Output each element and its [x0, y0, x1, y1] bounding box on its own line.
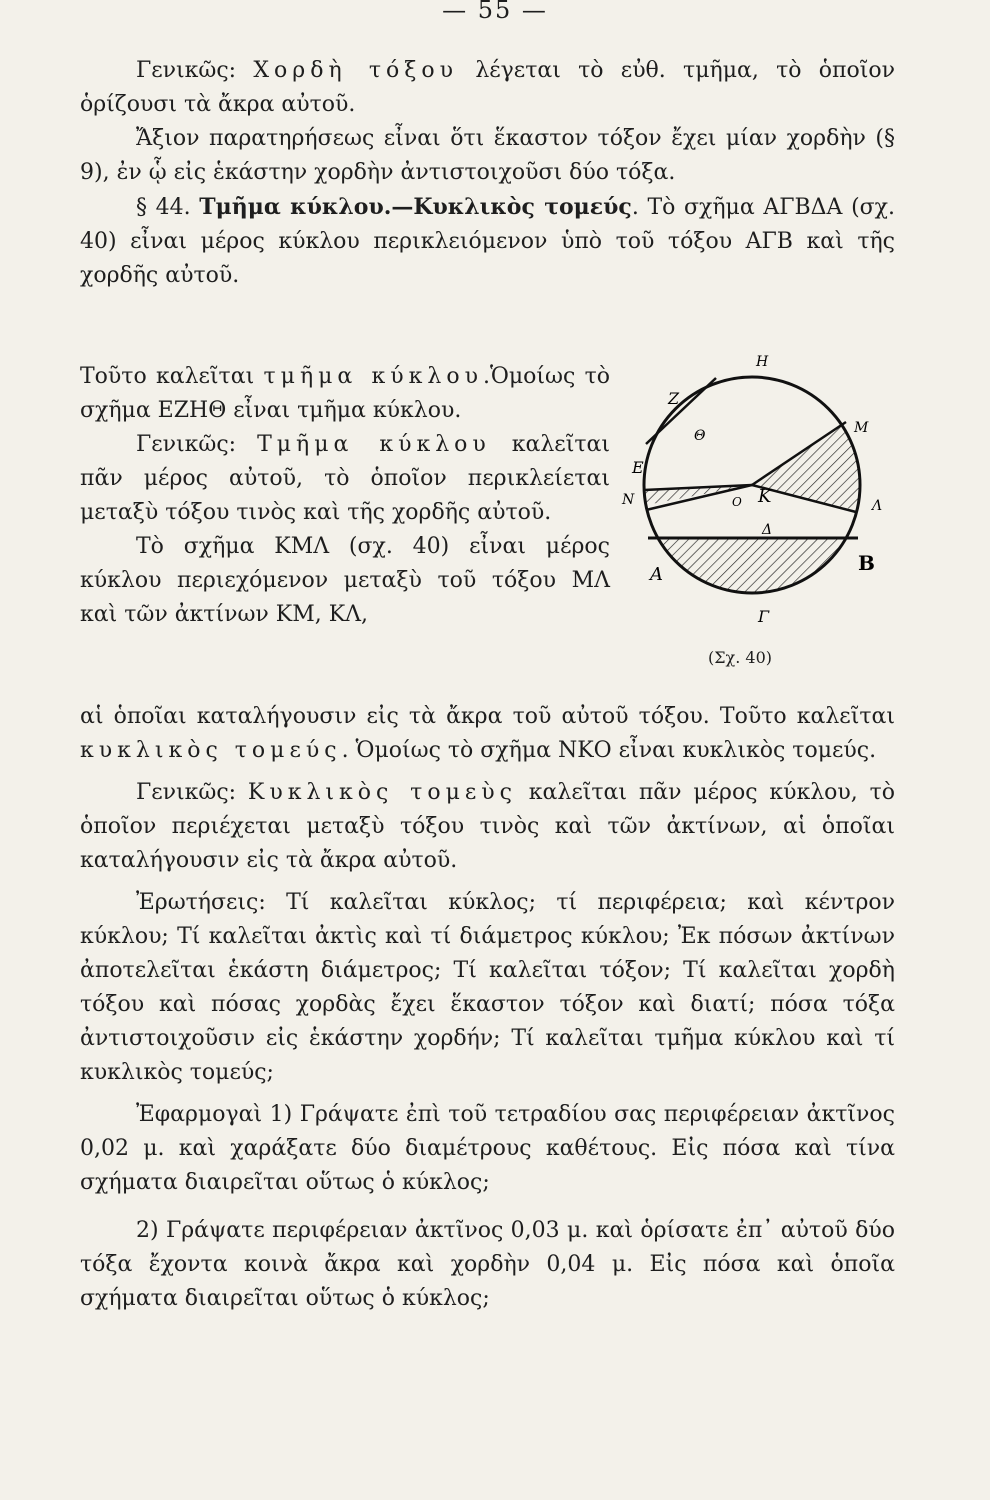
paragraph-sector-continued	[80, 700, 895, 768]
lead-word: Γενικῶς:	[136, 780, 237, 805]
section-text: . Τὸ σχῆμα ΑΓΒΔΑ (σχ. 40) εἶναι μέρος κύκλου περικλειόμενον ὑπὸ τοῦ τόξου ΑΓΒ καὶ τῆς χορδῆς αὐτοῦ.	[80, 195, 896, 288]
paragraph-segment-definition	[80, 428, 610, 530]
text: Τοῦτο καλεῖται	[80, 364, 255, 389]
label-Z: Ζ	[668, 389, 680, 408]
page-number: — 55 —	[442, 0, 548, 24]
text: καλεῖται πᾶν μέρος κύκλου, τὸ ὁποῖον περιέχεται μεταξὺ τόξου τινὸς καὶ τῶν ἀκτίνων, αἱ ὁποῖαι καταλήγουσιν εἰς τὰ ἄκρα αὐτοῦ.	[80, 780, 895, 873]
label-M: Μ	[854, 420, 869, 436]
label-E: Ε	[632, 458, 644, 477]
segment-EZHT	[630, 370, 700, 440]
label-B: Β	[858, 551, 875, 575]
term-segment: τμῆμα κύκλου	[263, 364, 483, 389]
text-beside-figure	[80, 360, 610, 632]
text: .Ὁμοίως τὸ σχῆμα ΕΖΗΘ εἶναι τμῆμα κύκλου.	[80, 364, 610, 423]
paragraph-chord-definition	[80, 54, 895, 122]
paragraph-note: Ἄξιον παρατηρήσεως εἶναι ὅτι ἕκαστον τόξον ἔχει μίαν χορδὴν (§ 9), ἐν ᾧ εἰς ἑκάστην χορδὴν ἀντιστοιχοῦσι δύο τόξα.	[80, 126, 895, 185]
term-sector: Κυκλικὸς τομεὺς	[247, 780, 517, 805]
label-H: Η	[756, 354, 769, 370]
label-Theta: Θ	[694, 428, 706, 444]
text-bottom	[80, 700, 895, 1316]
section-heading: Τμῆμα κύκλου.—Κυκλικὸς τομεύς	[199, 194, 632, 220]
term-segment: Τμῆμα κύκλου	[257, 432, 491, 457]
lead-word: Γενικῶς:	[136, 432, 237, 457]
label-D: Δ	[762, 522, 773, 538]
term-sector: κυκλικὸς τομεύς	[80, 738, 342, 763]
paragraph-sector-example: Τὸ σχῆμα ΚΜΛ (σχ. 40) εἶναι μέρος κύκλου περιεχόμενον μεταξὺ τοῦ τόξου ΜΛ καὶ τῶν ἀκτίνων ΚΜ, ΚΛ,	[80, 534, 610, 627]
segment-AGBD	[640, 538, 865, 620]
text: . Ὁμοίως τὸ σχῆμα ΝΚΟ εἶναι κυκλικὸς τομεύς.	[341, 738, 877, 763]
paragraph-sector-definition	[80, 776, 895, 878]
text: αἱ ὁποῖαι καταλήγουσιν εἰς τὰ ἄκρα τοῦ αὐτοῦ τόξου. Τοῦτο καλεῖται	[80, 704, 895, 729]
term-chord: Χορδὴ τόξου	[253, 58, 459, 83]
paragraph-exercise-1: Ἐφαρμογαὶ 1) Γράψατε ἐπὶ τοῦ τετραδίου σας περιφέρειαν ἀκτῖνος 0,02 μ. καὶ χαράξατε δύο διαμέτρους καθέτους. Εἰς πόσα καὶ τίνα σχήματα διαιρεῖται οὕτως ὁ κύκλος;	[80, 1102, 895, 1195]
label-N: Ν	[622, 492, 635, 508]
paragraph-section-44	[80, 190, 895, 293]
definition-text: λέγεται τὸ εὐθ. τμῆμα, τὸ ὁποῖον ὁρίζουσι τὰ ἄκρα αὐτοῦ.	[80, 58, 895, 117]
section-number: § 44.	[136, 195, 191, 220]
label-G: Γ	[758, 607, 770, 626]
text-top	[80, 54, 895, 293]
figure-caption: (Σχ. 40)	[708, 648, 773, 667]
paragraph-exercise-2: 2) Γράψατε περιφέρειαν ἀκτῖνος 0,03 μ. καὶ ὁρίσατε ἐπ᾽ αὐτοῦ δύο τόξα ἔχοντα κοινὰ ἄκρα καὶ χορδὴν 0,04 μ. Εἰς πόσα καὶ ὁποῖα σχήματα διαιρεῖται οὕτως ὁ κύκλος;	[80, 1218, 895, 1311]
lead-word: Γενικῶς:	[136, 58, 237, 83]
label-K: Κ	[758, 486, 772, 507]
label-O: Ο	[732, 495, 742, 509]
paragraph-questions: Ἐρωτήσεις: Τί καλεῖται κύκλος; τί περιφέρεια; καὶ κέντρον κύκλου; Τί καλεῖται ἀκτὶς καὶ τί διάμετρος κύκλου; Ἐκ πόσων ἀκτίνων ἀποτελεῖται ἑκάστη διάμετρος; Τί καλεῖται τόξον; Τί καλεῖται χορδὴ τόξου καὶ πόσας χορδὰς ἔχει ἕκαστον τόξον καὶ διατί; πόσα τόξα ἀντιστοιχοῦσιν εἰς ἑκάστην χορδήν; Τί καλεῖται τμῆμα κύκλου καὶ τί κυκλικὸς τομεύς;	[80, 890, 895, 1085]
paragraph-segment-example	[80, 360, 610, 428]
figure-40	[610, 354, 883, 650]
label-A: Α	[650, 564, 663, 585]
text: καλεῖται πᾶν μέρος αὐτοῦ, τὸ ὁποῖον περικλείεται μεταξὺ τόξου τινὸς καὶ τῆς χορδῆς αὐτοῦ.	[80, 432, 610, 525]
label-L: Λ	[872, 498, 883, 514]
chord-EH	[646, 378, 716, 444]
